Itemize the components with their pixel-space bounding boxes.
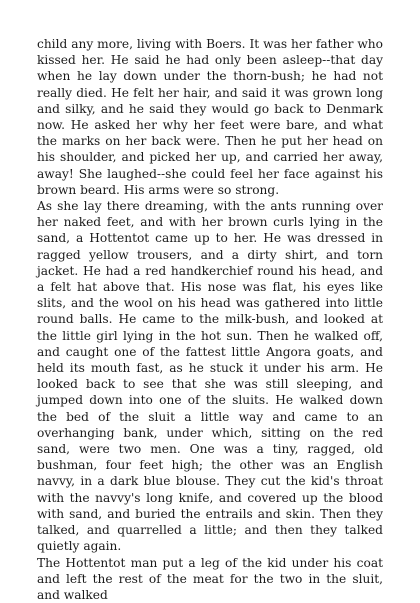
paragraph-1: child any more, living with Boers. It was her father who kissed her. He said he had only been asleep--that day when he lay down under the thorn-bush; he had not really died. He felt her hair, and said it was grown long and silky, and he said they would go back to Denmark now. He asked her why her feet were bare, and what the marks on her back were. Then he put her head on his shoulder, and picked her up, and carried her away, away! She laughed--she could feel her face against his brown beard. His arms were so strong. (37, 36, 383, 198)
paragraph-3: The Hottentot man put a leg of the kid under his coat and left the rest of the meat for the two in the sluit, and walked (37, 555, 383, 603)
paragraph-2: As she lay there dreaming, with the ants running over her naked feet, and with her brown curls lying in the sand, a Hottentot came up to her. He was dressed in ragged yellow trousers, and a dirty shirt, and torn jacket. He had a red handkerchief round his head, and a felt hat above that. His nose was flat, his eyes like slits, and the wool on his head was gathered into little round balls. He came to the milk-bush, and looked at the little girl lying in the hot sun. Then he walked off, and caught one of the fattest little Angora goats, and held its mouth fast, as he stuck it under his arm. He looked back to see that she was still sleeping, and jumped down into one of the sluits. He walked down the bed of the sluit a little way and came to an overhanging bank, under which, sitting on the red sand, were two men. One was a tiny, ragged, old bushman, four feet high; the other was an English navvy, in a dark blue blouse. They cut the kid's throat with the navvy's long knife, and covered up the blood with sand, and buried the entrails and skin. Then they talked, and quarrelled a little; and then they talked quietly again. (37, 198, 383, 554)
page-text-body (37, 36, 383, 603)
